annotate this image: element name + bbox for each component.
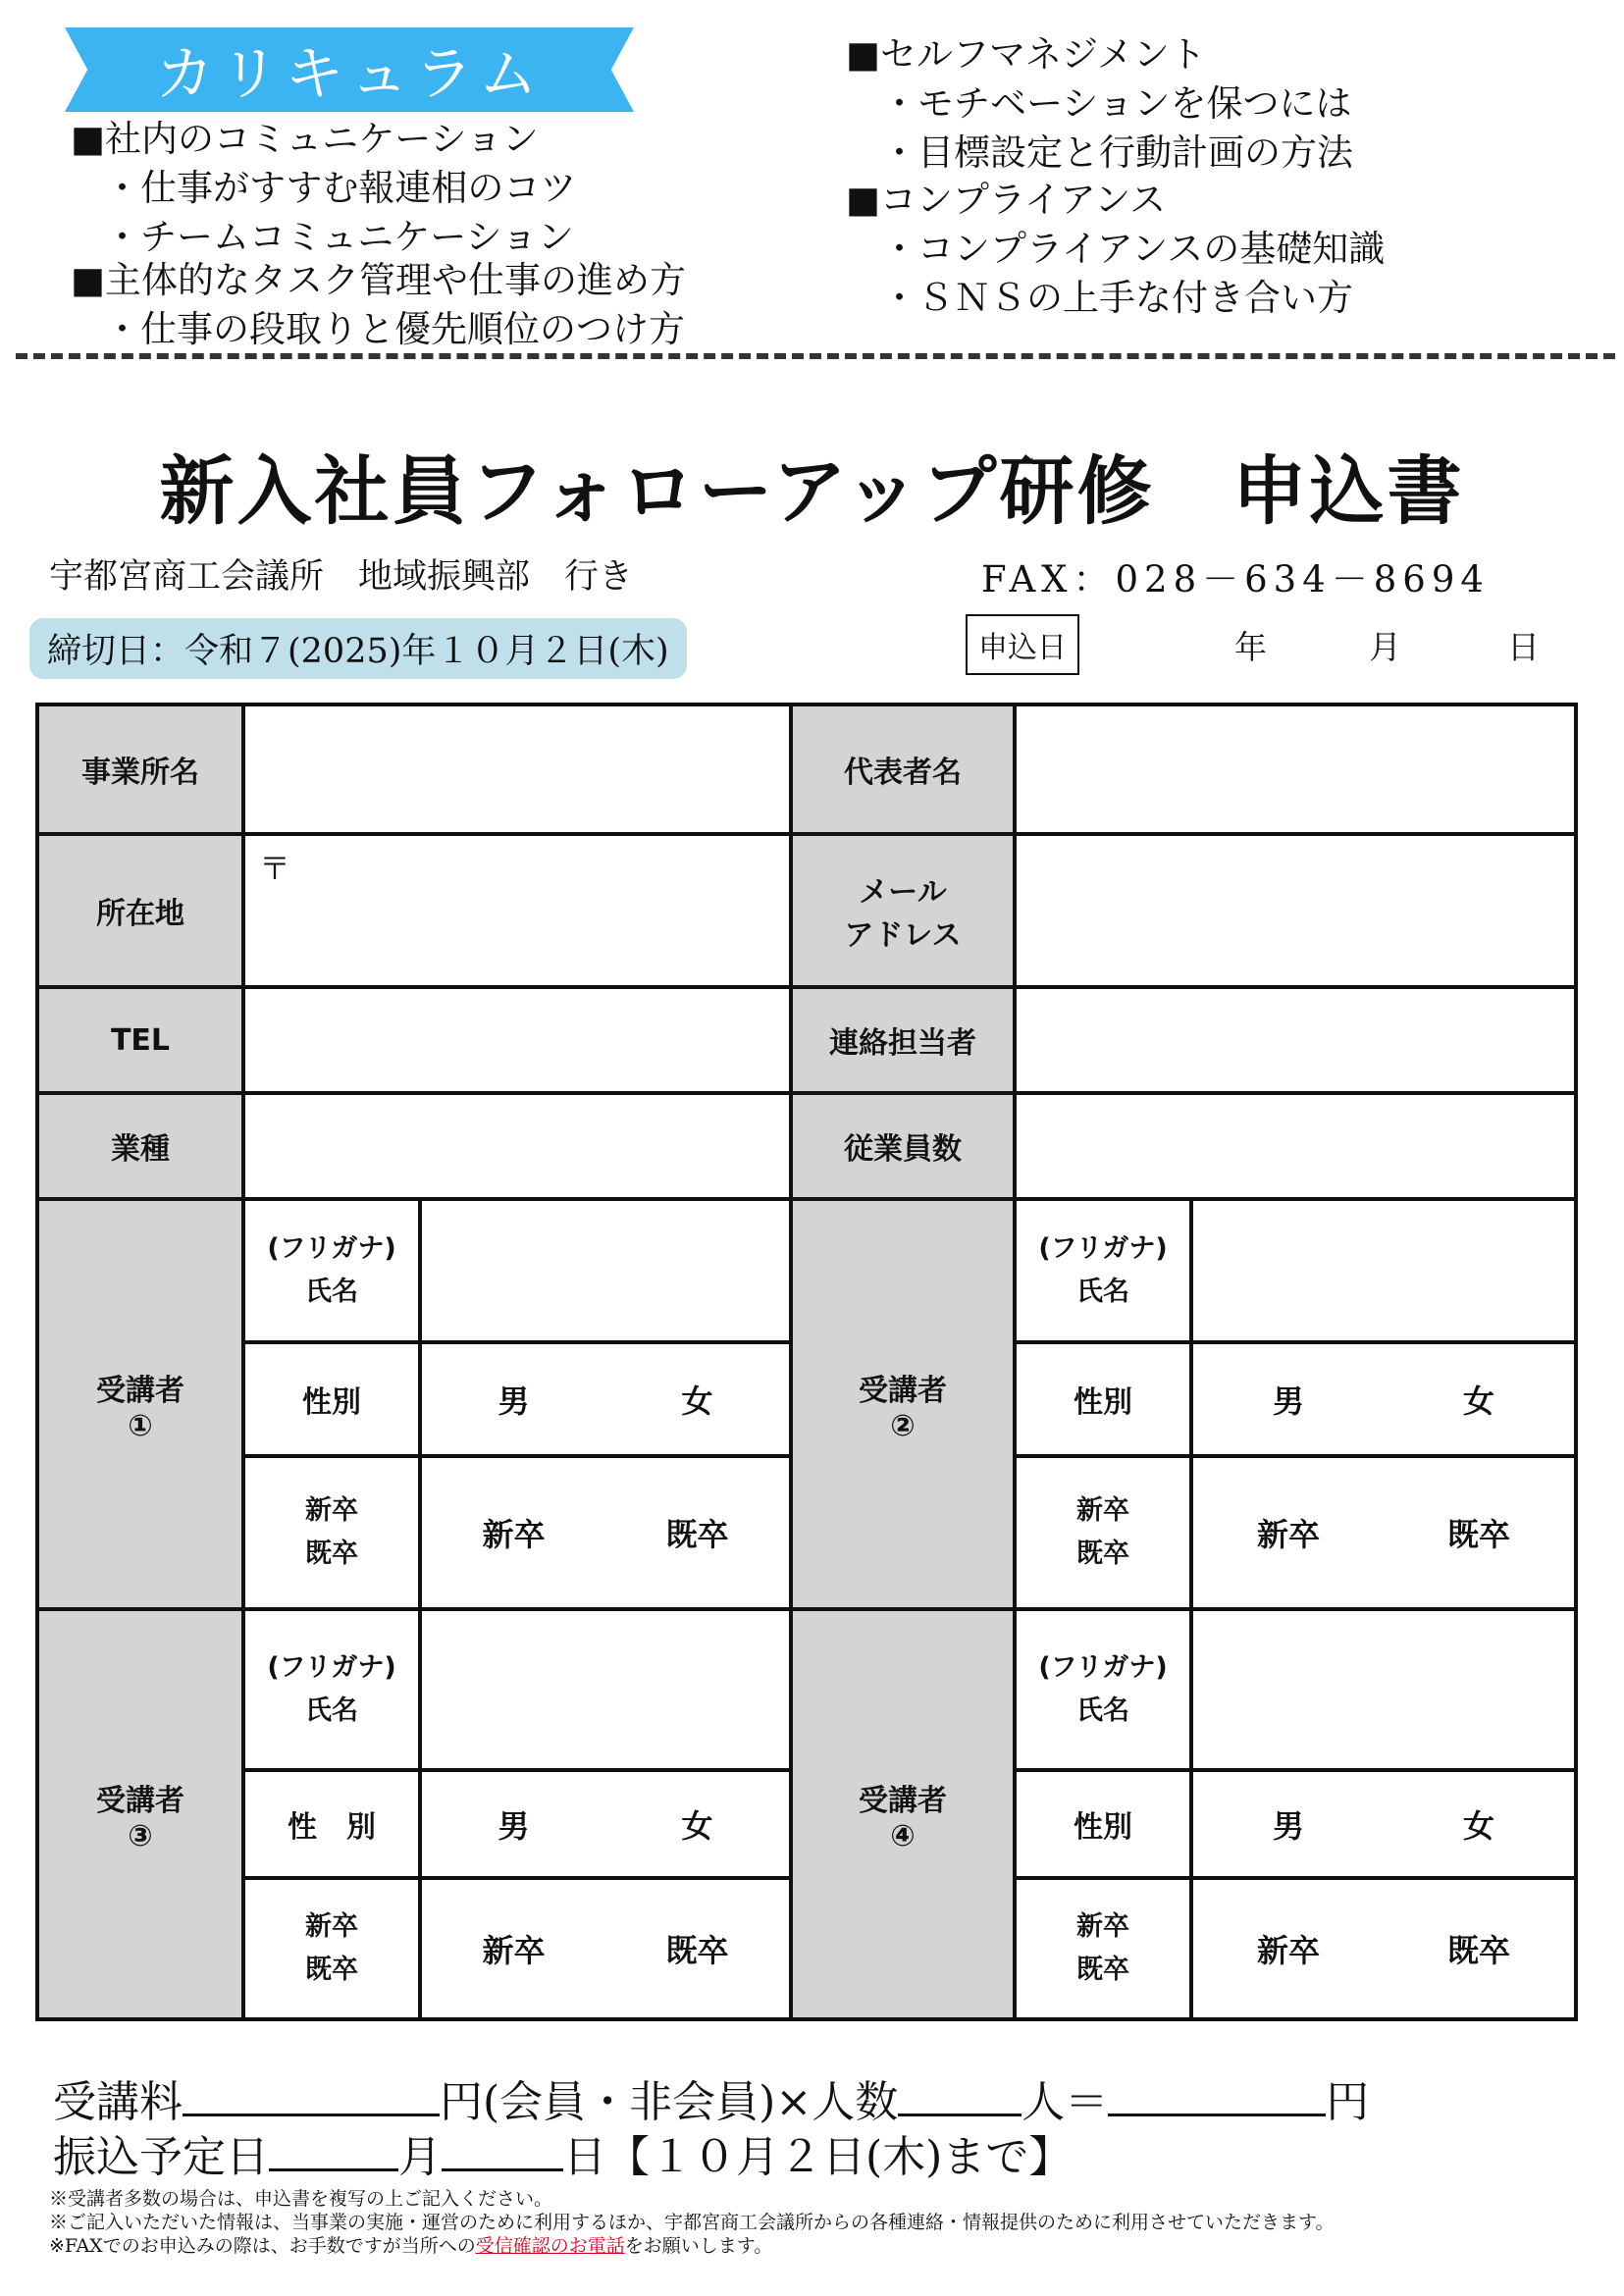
curriculum-item: ・仕事がすすむ報連相のコツ	[104, 167, 577, 209]
address-field[interactable]	[243, 834, 791, 987]
apply-date-label: 申込日	[966, 614, 1079, 675]
postal-mark: 〒	[259, 850, 291, 887]
transfer-line	[53, 2121, 1072, 2184]
address-label: 所在地	[37, 834, 243, 987]
trainee-4-graduate-options	[1191, 1878, 1576, 2019]
trainee-4-label: 受講者 ④	[791, 1609, 1015, 2019]
gender-label: 性別	[243, 1342, 420, 1456]
tel-label: TEL	[37, 987, 243, 1093]
confirmation-call-highlight: 受信確認のお電話	[475, 2235, 625, 2257]
total-yen: 円	[1326, 2077, 1370, 2127]
employees-label: 従業員数	[791, 1093, 1015, 1199]
trainee-3-graduate-options	[420, 1878, 791, 2019]
trainee-1-label: 受講者 ①	[37, 1199, 243, 1609]
contact-person-field[interactable]	[1015, 987, 1576, 1093]
female-option[interactable]: 女	[681, 1807, 713, 1845]
male-option[interactable]: 男	[498, 1383, 530, 1420]
note-text: ※ご記入いただいた情報は、当事業の実施・運営のために利用するほか、宇都宮商工会議所からの各種連絡・情報提供のために利用させていただきます。	[49, 2212, 1335, 2233]
fax-number: FAX：028－634－8694	[981, 558, 1490, 600]
contact-person-label: 連絡担当者	[791, 987, 1015, 1093]
gender-label: 性 別	[243, 1770, 420, 1878]
trainee-1-name-field[interactable]	[420, 1199, 791, 1342]
new-grad-option[interactable]: 新卒	[482, 1516, 546, 1553]
transfer-day-field[interactable]	[442, 2129, 563, 2171]
male-option[interactable]: 男	[1272, 1807, 1304, 1845]
trainee-4-name-field[interactable]	[1191, 1609, 1576, 1770]
graduate-type-label: 新卒 既卒	[1015, 1878, 1191, 2019]
trainee-4-gender-options	[1191, 1770, 1576, 1878]
employees-field[interactable]	[1015, 1093, 1576, 1199]
gender-label: 性別	[1015, 1342, 1191, 1456]
total-amount-field[interactable]	[1108, 2074, 1326, 2116]
curriculum-item: ・コンプライアンスの基礎知識	[881, 228, 1386, 270]
representative-label: 代表者名	[791, 704, 1015, 834]
trainee-2-label: 受講者 ②	[791, 1199, 1015, 1609]
representative-field[interactable]	[1015, 704, 1576, 834]
company-field[interactable]	[243, 704, 791, 834]
tel-field[interactable]	[243, 987, 791, 1093]
transfer-label: 振込予定日	[53, 2132, 269, 2182]
new-grad-option[interactable]: 新卒	[482, 1932, 546, 1969]
trainee-2-graduate-options	[1191, 1456, 1576, 1609]
experienced-option[interactable]: 既卒	[665, 1932, 729, 1969]
cut-line-divider	[16, 353, 1615, 359]
application-form	[35, 703, 1574, 2017]
furigana-name-label: (フリガナ) 氏名	[1015, 1199, 1191, 1342]
experienced-option[interactable]: 既卒	[665, 1516, 729, 1553]
gender-label: 性別	[1015, 1770, 1191, 1878]
persons-equals: 人＝	[1022, 2077, 1109, 2127]
page-title: 新入社員フォローアップ研修 申込書	[159, 447, 1465, 535]
destination-text: 宇都宮商工会議所 地域振興部 行き	[49, 557, 634, 597]
new-grad-option[interactable]: 新卒	[1256, 1932, 1320, 1969]
graduate-type-label: 新卒 既卒	[1015, 1456, 1191, 1609]
graduate-type-label: 新卒 既卒	[243, 1456, 420, 1609]
apply-date-year[interactable]: 年	[1234, 628, 1267, 666]
company-label: 事業所名	[37, 704, 243, 834]
experienced-option[interactable]: 既卒	[1446, 1932, 1510, 1969]
graduate-type-label: 新卒 既卒	[243, 1878, 420, 2019]
female-option[interactable]: 女	[681, 1383, 713, 1420]
furigana-name-label: (フリガナ) 氏名	[243, 1609, 420, 1770]
deadline-badge: 締切日：令和７(2025)年１０月２日(木)	[29, 618, 687, 679]
curriculum-item: ■主体的なタスク管理や仕事の進め方	[71, 259, 686, 301]
fee-line	[53, 2066, 1369, 2129]
transfer-month-field[interactable]	[269, 2129, 398, 2171]
industry-label: 業種	[37, 1093, 243, 1199]
transfer-day: 日	[563, 2132, 606, 2182]
transfer-deadline: 【１０月２日(木)まで】	[606, 2132, 1073, 2182]
apply-date-month[interactable]: 月	[1369, 628, 1401, 666]
transfer-month: 月	[398, 2132, 442, 2182]
curriculum-item: ・仕事の段取りと優先順位のつけ方	[104, 308, 685, 350]
female-option[interactable]: 女	[1462, 1383, 1494, 1420]
curriculum-item: ・モチベーションを保つには	[881, 82, 1352, 125]
apply-date-day[interactable]: 日	[1507, 628, 1540, 666]
curriculum-item: ・チームコミュニケーション	[104, 216, 574, 258]
curriculum-item: ・ＳＮＳの上手な付き合い方	[881, 277, 1353, 319]
fee-member-text: (会員・非会員)×人数	[483, 2077, 899, 2127]
trainee-3-gender-options	[420, 1770, 791, 1878]
trainee-1-gender-options	[420, 1342, 791, 1456]
trainee-1-graduate-options	[420, 1456, 791, 1609]
male-option[interactable]: 男	[1272, 1383, 1304, 1420]
trainee-2-gender-options	[1191, 1342, 1576, 1456]
trainee-3-name-field[interactable]	[420, 1609, 791, 1770]
curriculum-item: ■セルフマネジメント	[846, 33, 1206, 76]
furigana-name-label: (フリガナ) 氏名	[243, 1199, 420, 1342]
note-text: ※FAXでのお申込みの際は、お手数ですが当所への受信確認のお電話をお願いします。	[49, 2235, 773, 2257]
curriculum-item: ・目標設定と行動計画の方法	[881, 131, 1353, 174]
email-field[interactable]	[1015, 834, 1576, 987]
furigana-name-label: (フリガナ) 氏名	[1015, 1609, 1191, 1770]
trainee-3-label: 受講者 ③	[37, 1609, 243, 2019]
fee-yen: 円	[440, 2077, 483, 2127]
persons-field[interactable]	[898, 2074, 1022, 2116]
email-label: メール アドレス	[791, 834, 1015, 987]
female-option[interactable]: 女	[1462, 1807, 1494, 1845]
industry-field[interactable]	[243, 1093, 791, 1199]
experienced-option[interactable]: 既卒	[1446, 1516, 1510, 1553]
note-text: ※受講者多数の場合は、申込書を複写の上ご記入ください。	[49, 2188, 553, 2210]
fee-amount-field[interactable]	[183, 2074, 440, 2116]
curriculum-item: ■コンプライアンス	[846, 179, 1167, 221]
fee-label: 受講料	[53, 2077, 183, 2127]
trainee-2-name-field[interactable]	[1191, 1199, 1576, 1342]
curriculum-item: ■社内のコミュニケーション	[71, 118, 539, 160]
new-grad-option[interactable]: 新卒	[1256, 1516, 1320, 1553]
curriculum-banner-label: カリキュラム	[155, 40, 544, 109]
male-option[interactable]: 男	[498, 1807, 530, 1845]
